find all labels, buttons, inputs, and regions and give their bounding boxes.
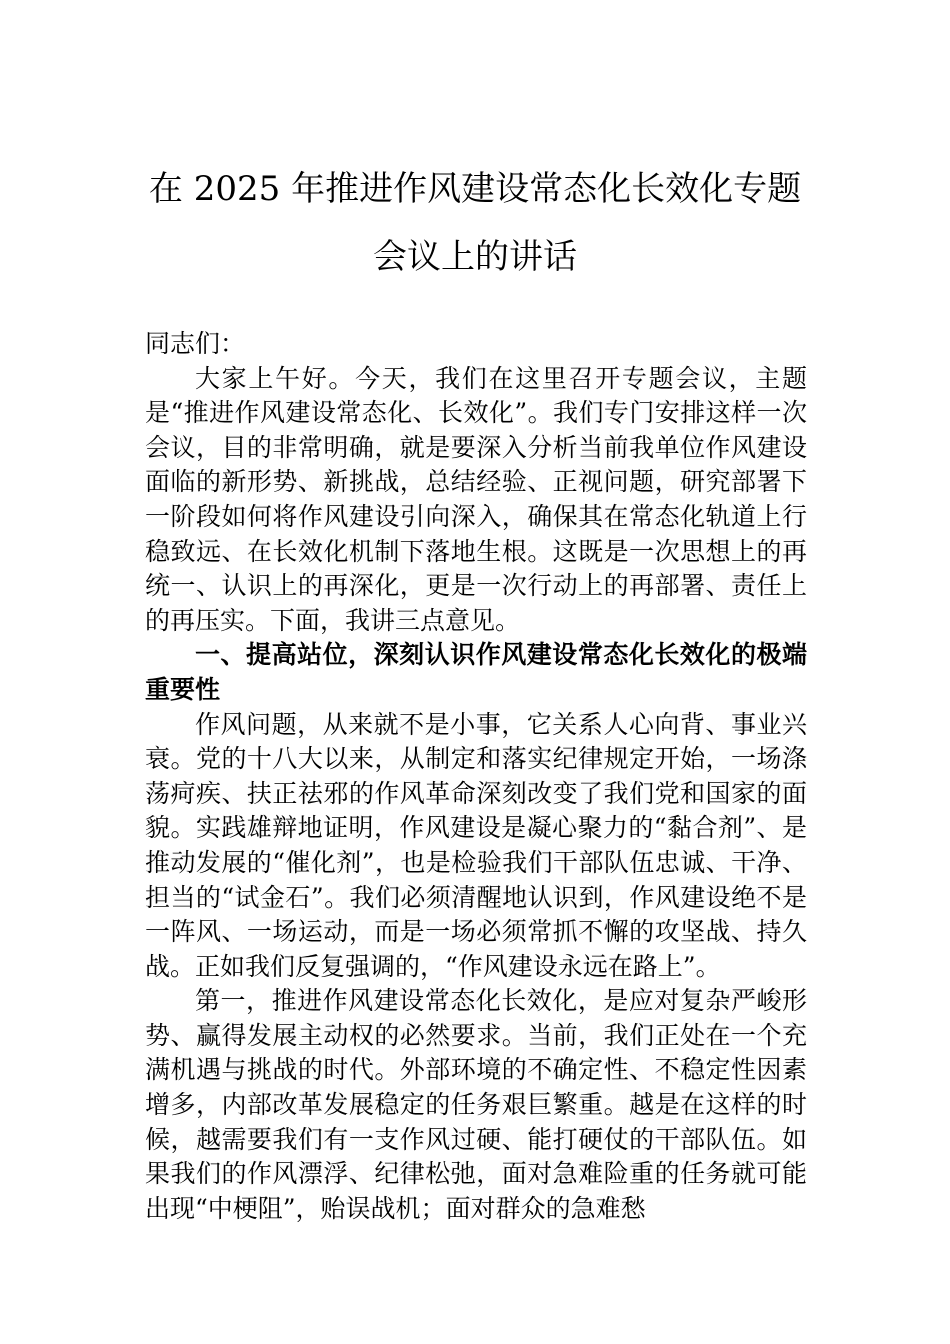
section-heading-1: 一、提高站位，深刻认识作风建设常态化长效化的极端重要性: [145, 640, 807, 704]
document-body: [145, 327, 807, 1226]
document-title-line-1: 在 2025 年推进作风建设常态化长效化专题: [148, 169, 802, 209]
paragraph-style-importance: 作风问题，从来就不是小事，它关系人心向背、事业兴衰。党的十八大以来，从制定和落实纪律规定开始，一场涤荡疴疾、扶正祛邪的作风革命深刻改变了我们党和国家的面貌。实践雄辩地证明，作风建设是凝心聚力的“黏合剂”、是推动发展的“催化剂”，也是检验我们干部队伍忠诚、干净、担当的“试金石”。我们必须清醒地认识到，作风建设绝不是一阵风、一场运动，而是一场必须常抓不懈的攻坚战、持久战。正如我们反复强调的，“作风建设永远在路上”。: [145, 709, 807, 981]
salutation: 同志们：: [145, 329, 246, 358]
document-title-line-2: 会议上的讲话: [373, 237, 577, 277]
paragraph-opening: 大家上午好。今天，我们在这里召开专题会议，主题是“推进作风建设常态化、长效化”。我们专门安排这样一次会议，目的非常明确，就是要深入分析当前我单位作风建设面临的新形势、新挑战，总结经验、正视问题，研究部署下一阶段如何将作风建设引向深入，确保其在常态化轨道上行稳致远、在长效化机制下落地生根。这既是一次思想上的再统一、认识上的再深化，更是一次行动上的再部署、责任上的再压实。下面，我讲三点意见。: [145, 363, 807, 635]
paragraph-first-point: 第一，推进作风建设常态化长效化，是应对复杂严峻形势、赢得发展主动权的必然要求。当前，我们正处在一个充满机遇与挑战的时代。外部环境的不确定性、不稳定性因素增多，内部改革发展稳定的任务艰巨繁重。越是在这样的时候，越需要我们有一支作风过硬、能打硬仗的干部队伍。如果我们的作风漂浮、纪律松弛，面对急难险重的任务就可能出现“中梗阻”，贻误战机；面对群众的急难愁: [145, 986, 807, 1223]
